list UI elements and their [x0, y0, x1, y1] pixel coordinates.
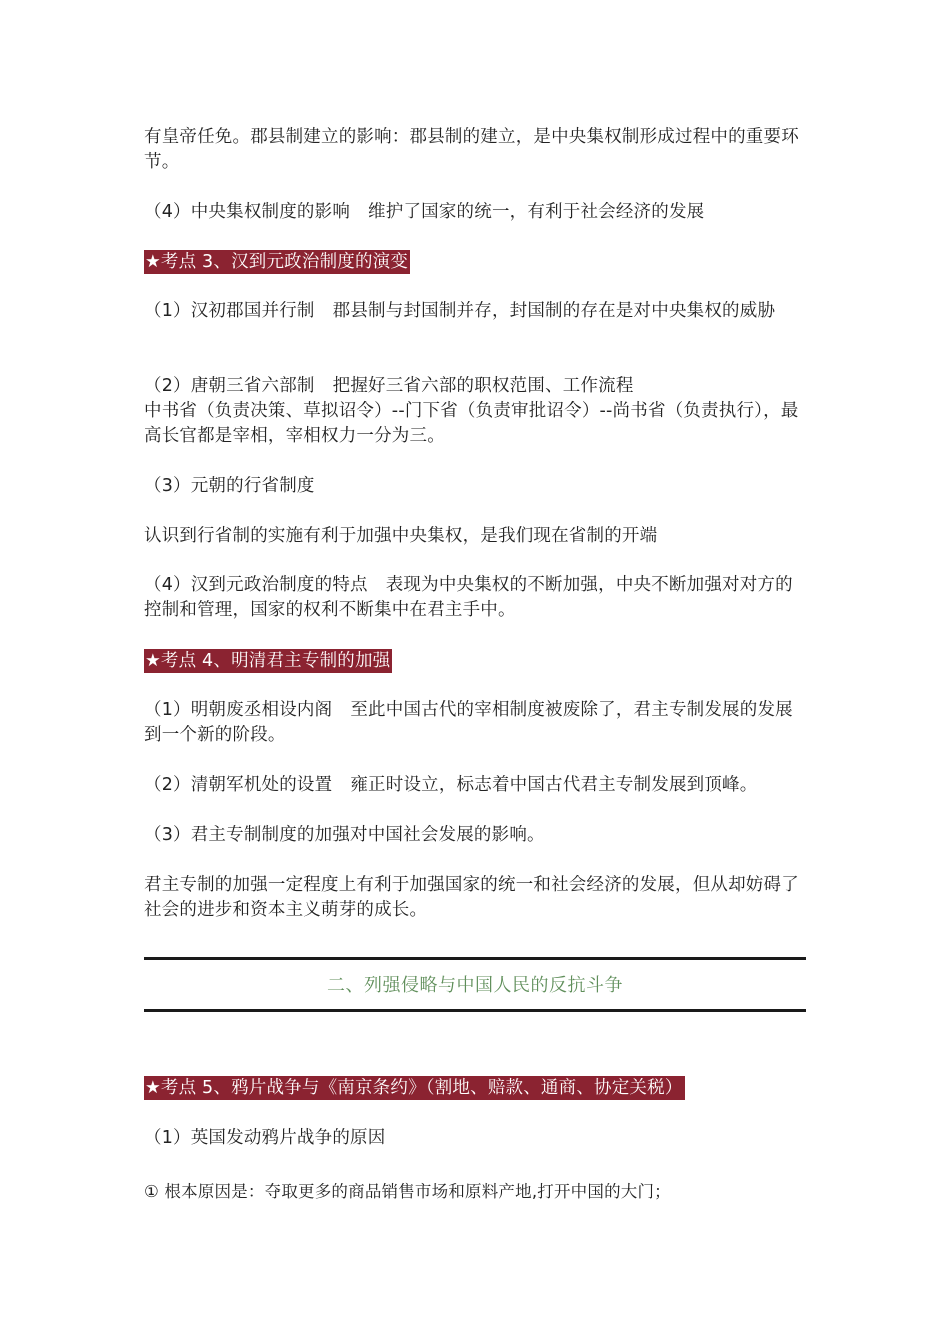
item-text: 郡县制与封国制并存，封国制的存在是对中央集权的威胁: [332, 301, 776, 321]
item-text: 雍正时设立，标志着中国古代君主专制发展到顶峰。: [350, 775, 758, 795]
item-heading: （1）明朝废丞相设内阁: [144, 700, 333, 720]
paragraph-qing-council: [144, 773, 810, 798]
item-heading: （2）清朝军机处的设置: [144, 775, 333, 795]
paragraph-autocracy-impact: （3）君主专制制度的加强对中国社会发展的影响。: [144, 825, 545, 845]
paragraph-opium-war-causes: （1）英国发动鸦片战争的原因: [144, 1128, 386, 1148]
section-rule-bottom: [144, 1009, 806, 1012]
paragraph-ming-cabinet: [144, 698, 810, 748]
exam-point-3-heading: ★考点 3、汉到元政治制度的演变: [145, 252, 409, 272]
item-text: 表现为中央集权的不断加强，中央不断加强对对方的控制和管理，国家的权利不断集中在君主手中。: [144, 575, 793, 620]
paragraph-han-system: [144, 299, 810, 324]
item-detail: 中书省（负责决策、草拟诏令）--门下省（负责审批诏令）--尚书省（负责执行），最高长官都是宰相，宰相权力一分为三。: [144, 401, 799, 446]
section-rule-top: [144, 957, 806, 960]
paragraph-yuan-system: （3）元朝的行省制度: [144, 476, 315, 496]
item-heading: （4）汉到元政治制度的特点: [144, 575, 368, 595]
paragraph-han-yuan-features: [144, 573, 810, 623]
section-title: 二、列强侵略与中国人民的反抗斗争: [327, 975, 623, 996]
exam-point-4-heading: ★考点 4、明清君主专制的加强: [145, 651, 391, 671]
item-text: 维护了国家的统一，有利于社会经济的发展: [368, 202, 705, 222]
item-heading: （2）唐朝三省六部制: [144, 376, 315, 396]
item-text: 把握好三省六部的职权范围、工作流程: [332, 376, 634, 396]
paragraph-tang-system: [144, 374, 810, 449]
exam-point-5-heading: ★考点 5、鸦片战争与《南京条约》（割地、赔款、通商、协定关税）: [145, 1078, 683, 1098]
paragraph-root-cause: ① 根本原因是：夺取更多的商品销售市场和原料产地,打开中国的大门；: [144, 1182, 671, 1201]
item-heading: （1）汉初郡国并行制: [144, 301, 315, 321]
item-text: 至此中国古代的宰相制度被废除了，君主专制发展的发展到一个新的阶段。: [144, 700, 793, 745]
paragraph-centralization-impact: [144, 200, 810, 225]
paragraph-province-system: 认识到行省制的实施有利于加强中央集权，是我们现在省制的开端: [144, 526, 658, 546]
item-heading: （4）中央集权制度的影响: [144, 202, 351, 222]
paragraph-autocracy-summary: 君主专制的加强一定程度上有利于加强国家的统一和社会经济的发展，但从却妨碍了社会的进步和资本主义萌芽的成长。: [144, 875, 799, 920]
paragraph-prefecture-system: 有皇帝任免。郡县制建立的影响：郡县制的建立，是中央集权制形成过程中的重要环节。: [144, 127, 799, 172]
